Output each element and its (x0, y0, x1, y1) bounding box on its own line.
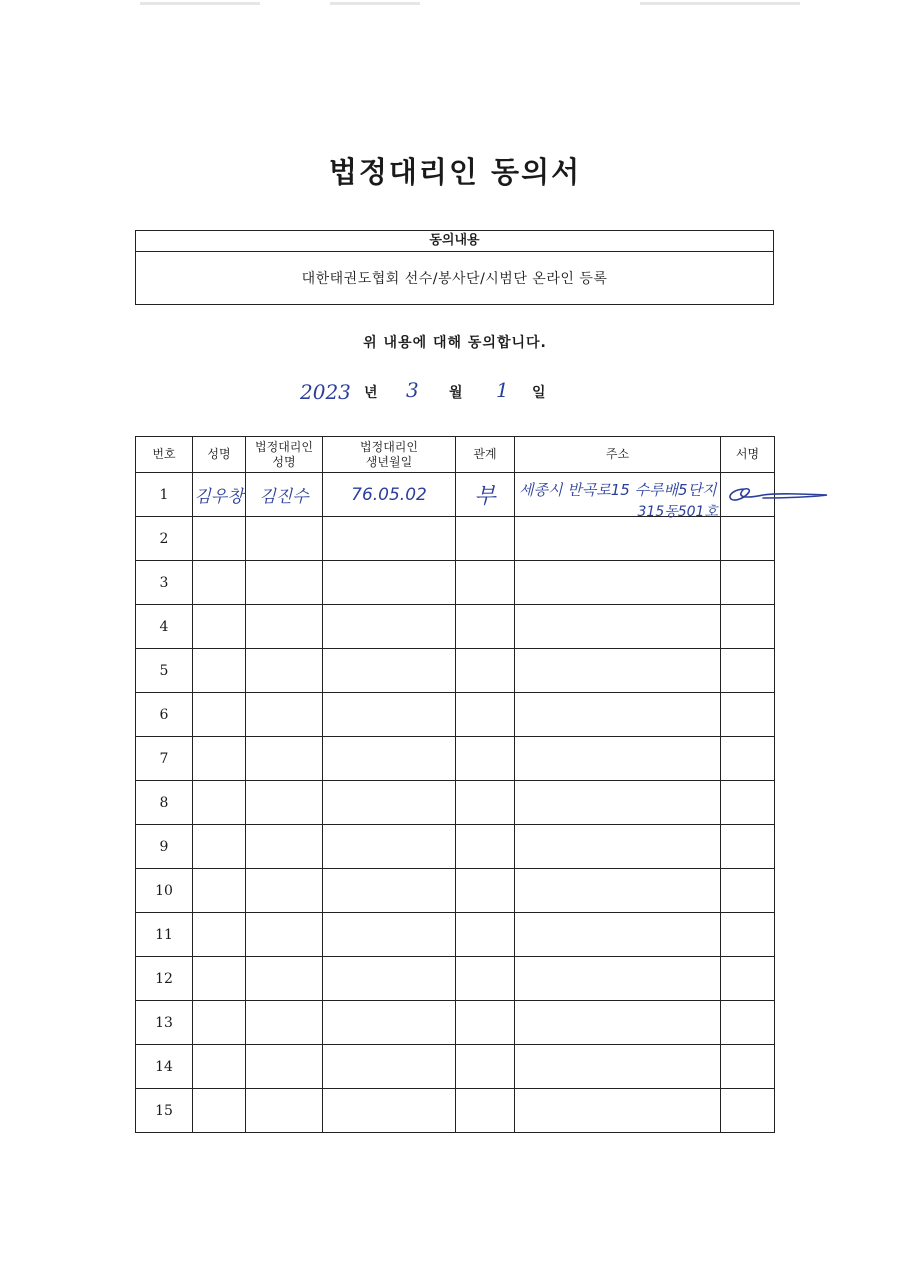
row-address (515, 693, 721, 737)
row-guardian-birth (323, 825, 456, 869)
row-address (515, 869, 721, 913)
row-guardian-name (246, 473, 323, 517)
row-address (515, 1089, 721, 1133)
row-address (515, 825, 721, 869)
header-guardian-name (246, 437, 323, 473)
scan-artifact (330, 2, 420, 5)
date-row (0, 376, 910, 410)
row-guardian-name (246, 517, 323, 561)
row-guardian-name (246, 737, 323, 781)
signature-scribble-icon (723, 483, 833, 505)
row-guardian-name (246, 825, 323, 869)
row-guardian-birth (323, 1089, 456, 1133)
row-relation (456, 1089, 515, 1133)
header-guardian-birth (323, 437, 456, 473)
row-number: 4 (136, 605, 193, 649)
row-number: 8 (136, 781, 193, 825)
header-guardian-birth-line1: 법정대리인 (360, 439, 418, 454)
table-row (136, 605, 775, 649)
row-guardian-birth (323, 781, 456, 825)
consent-content-body: 대한태권도협회 선수/봉사단/시범단 온라인 등록 (301, 271, 608, 287)
row-guardian-name (246, 693, 323, 737)
row-relation (456, 869, 515, 913)
row-guardian-name (246, 957, 323, 1001)
row-number: 7 (136, 737, 193, 781)
scan-artifact (140, 2, 260, 5)
row-relation (456, 913, 515, 957)
row-address (515, 649, 721, 693)
row-relation (456, 1045, 515, 1089)
header-signature: 서명 (721, 437, 775, 473)
row-address (515, 1001, 721, 1045)
row-guardian-name (246, 1089, 323, 1133)
table-row (136, 869, 775, 913)
row-name (193, 1089, 246, 1133)
row-guardian-name (246, 1045, 323, 1089)
date-month-unit: 월 (449, 385, 463, 401)
table-row (136, 957, 775, 1001)
row-name (193, 825, 246, 869)
row-name (193, 737, 246, 781)
handwritten-name: 김우창 (194, 487, 244, 507)
header-name: 성명 (193, 437, 246, 473)
row-guardian-birth (323, 649, 456, 693)
row-relation (456, 957, 515, 1001)
row-relation (456, 649, 515, 693)
row-guardian-birth (323, 869, 456, 913)
row-number: 12 (136, 957, 193, 1001)
row-signature (721, 473, 775, 517)
row-guardian-birth (323, 957, 456, 1001)
row-guardian-birth (323, 1001, 456, 1045)
row-name (193, 517, 246, 561)
row-address (515, 957, 721, 1001)
row-address (515, 517, 721, 561)
row-signature (721, 561, 775, 605)
row-address (515, 473, 721, 520)
row-name (193, 913, 246, 957)
row-guardian-birth (323, 473, 456, 517)
row-signature (721, 649, 775, 693)
row-guardian-birth (323, 605, 456, 649)
handwritten-guardian-birth: 76.05.02 (351, 484, 427, 505)
date-day: 1 (496, 378, 509, 402)
row-signature (721, 869, 775, 913)
row-guardian-birth (323, 913, 456, 957)
table-row (136, 693, 775, 737)
row-signature (721, 517, 775, 561)
row-number: 13 (136, 1001, 193, 1045)
row-guardian-birth (323, 517, 456, 561)
row-name (193, 561, 246, 605)
row-number: 14 (136, 1045, 193, 1089)
row-relation (456, 781, 515, 825)
row-relation (456, 825, 515, 869)
header-relation: 관계 (456, 437, 515, 473)
row-relation (456, 473, 515, 517)
row-guardian-birth (323, 737, 456, 781)
row-address (515, 561, 721, 605)
row-signature (721, 825, 775, 869)
row-name (193, 957, 246, 1001)
date-day-unit: 일 (532, 385, 546, 401)
row-guardian-name (246, 913, 323, 957)
row-name (193, 605, 246, 649)
consent-content-box (135, 230, 774, 305)
table-row (136, 913, 775, 957)
table-row (136, 1045, 775, 1089)
row-guardian-name (246, 781, 323, 825)
row-name (193, 649, 246, 693)
row-guardian-name (246, 649, 323, 693)
row-number: 5 (136, 649, 193, 693)
row-relation (456, 1001, 515, 1045)
row-number: 9 (136, 825, 193, 869)
header-number: 번호 (136, 437, 193, 473)
document-title: 법정대리인 동의서 (328, 155, 582, 189)
table-row (136, 649, 775, 693)
consent-content-header: 동의내용 (136, 231, 773, 252)
header-guardian-name-line1: 법정대리인 (255, 439, 313, 454)
row-name (193, 473, 246, 517)
handwritten-guardian-name: 김진수 (259, 487, 309, 507)
row-signature (721, 737, 775, 781)
row-number: 6 (136, 693, 193, 737)
row-name (193, 1045, 246, 1089)
agreement-statement: 위 내용에 대해 동의합니다. (363, 335, 547, 351)
scan-artifact (640, 2, 800, 5)
row-guardian-name (246, 1001, 323, 1045)
row-signature (721, 781, 775, 825)
row-address (515, 737, 721, 781)
header-guardian-birth-line2: 생년월일 (365, 454, 413, 469)
header-address: 주소 (515, 437, 721, 473)
row-address (515, 1045, 721, 1089)
row-signature (721, 605, 775, 649)
row-relation (456, 605, 515, 649)
row-relation (456, 693, 515, 737)
table-row (136, 1001, 775, 1045)
row-number: 15 (136, 1089, 193, 1133)
row-name (193, 781, 246, 825)
row-number: 10 (136, 869, 193, 913)
row-guardian-name (246, 605, 323, 649)
row-guardian-birth (323, 561, 456, 605)
row-number: 3 (136, 561, 193, 605)
row-number: 2 (136, 517, 193, 561)
table-row (136, 781, 775, 825)
date-year-unit: 년 (364, 385, 378, 401)
row-name (193, 1001, 246, 1045)
handwritten-relation: 부 (474, 484, 496, 509)
row-signature (721, 1045, 775, 1089)
row-relation (456, 517, 515, 561)
row-number: 11 (136, 913, 193, 957)
row-signature (721, 1001, 775, 1045)
row-guardian-name (246, 869, 323, 913)
table-header-row (136, 437, 775, 473)
table-row (136, 473, 775, 517)
row-signature (721, 1089, 775, 1133)
row-address (515, 913, 721, 957)
table-row (136, 561, 775, 605)
row-address (515, 781, 721, 825)
table-row (136, 1089, 775, 1133)
row-name (193, 693, 246, 737)
row-guardian-birth (323, 693, 456, 737)
row-relation (456, 737, 515, 781)
handwritten-address-line2: 315동501호 (637, 504, 718, 520)
table-row (136, 825, 775, 869)
row-signature (721, 913, 775, 957)
handwritten-address-line1: 세종시 반곡로15 수루배5단지 (519, 481, 717, 499)
row-name (193, 869, 246, 913)
row-signature (721, 957, 775, 1001)
row-guardian-birth (323, 1045, 456, 1089)
row-guardian-name (246, 561, 323, 605)
row-number: 1 (136, 473, 193, 517)
table-row (136, 737, 775, 781)
date-year: 2023 (300, 380, 351, 404)
row-relation (456, 561, 515, 605)
table-row (136, 517, 775, 561)
guardian-roster-table (135, 436, 775, 1133)
row-signature (721, 693, 775, 737)
row-address (515, 605, 721, 649)
header-guardian-name-line2: 성명 (272, 454, 296, 469)
date-month: 3 (406, 378, 419, 402)
